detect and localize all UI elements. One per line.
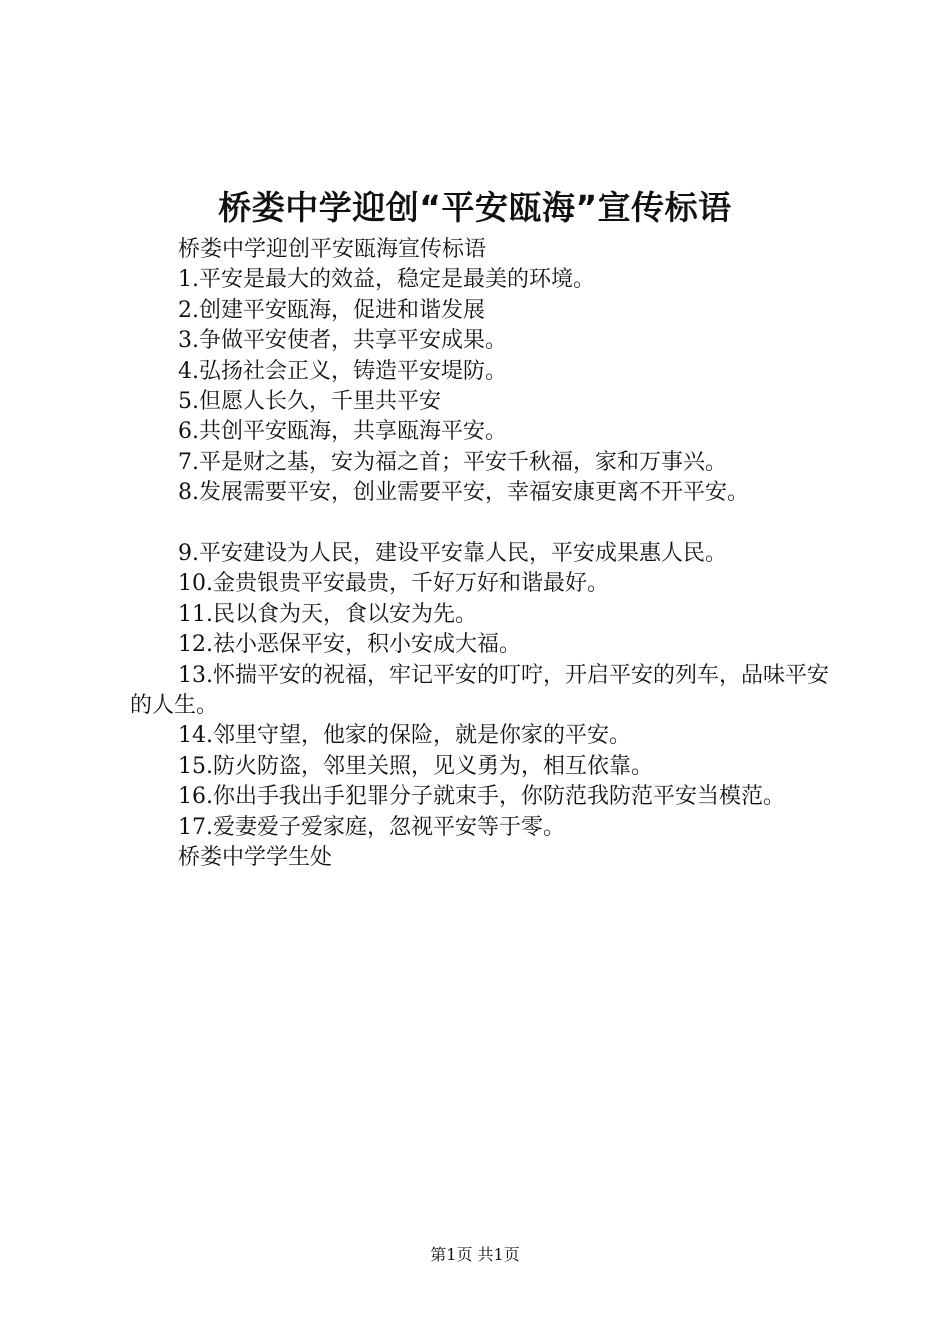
- slogan-12: 12.祛小恶保平安，积小安成大福。: [178, 632, 521, 658]
- slogan-3: 3.争做平安使者，共享平安成果。: [178, 328, 507, 354]
- slogan-9: 9.平安建设为人民，建设平安靠人民，平安成果惠人民。: [178, 541, 727, 567]
- slogan-5: 5.但愿人长久，千里共平安: [178, 389, 441, 415]
- slogan-15: 15.防火防盗，邻里关照，见义勇为，相互依靠。: [178, 753, 653, 779]
- slogan-6: 6.共创平安瓯海，共享瓯海平安。: [178, 419, 507, 445]
- slogan-13: 13.怀揣平安的祝福，牢记平安的叮咛，开启平安的列车，品味平安的人生。: [130, 662, 829, 719]
- slogan-11: 11.民以食为天，食以安为先。: [178, 601, 477, 627]
- slogan-10: 10.金贵银贵平安最贵，千好万好和谐最好。: [178, 571, 609, 597]
- slogan-4: 4.弘扬社会正义，铸造平安堤防。: [178, 358, 507, 384]
- slogan-7: 7.平是财之基，安为福之首；平安千秋福，家和万事兴。: [178, 449, 727, 475]
- signature: 桥娄中学学生处: [178, 845, 333, 871]
- document-body: [130, 235, 840, 874]
- slogan-8: 8.发展需要平安，创业需要平安，幸福安康更离不开平安。: [178, 480, 749, 506]
- paragraph-spacer: [130, 509, 840, 539]
- slogan-14: 14.邻里守望，他家的保险，就是你家的平安。: [178, 723, 631, 749]
- slogan-2: 2.创建平安瓯海，促进和谐发展: [178, 297, 485, 323]
- slogan-16: 16.你出手我出手犯罪分子就束手，你防范我防范平安当模范。: [178, 784, 785, 810]
- slogan-1: 1.平安是最大的效益，稳定是最美的环境。: [178, 267, 595, 293]
- document-title: 桥娄中学迎创“平安瓯海”宣传标语: [218, 188, 732, 227]
- slogan-17: 17.爱妻爱子爱家庭，忽视平安等于零。: [178, 814, 565, 840]
- subtitle: 桥娄中学迎创平安瓯海宣传标语: [178, 237, 487, 262]
- page-footer: 第1页 共1页: [430, 1245, 520, 1264]
